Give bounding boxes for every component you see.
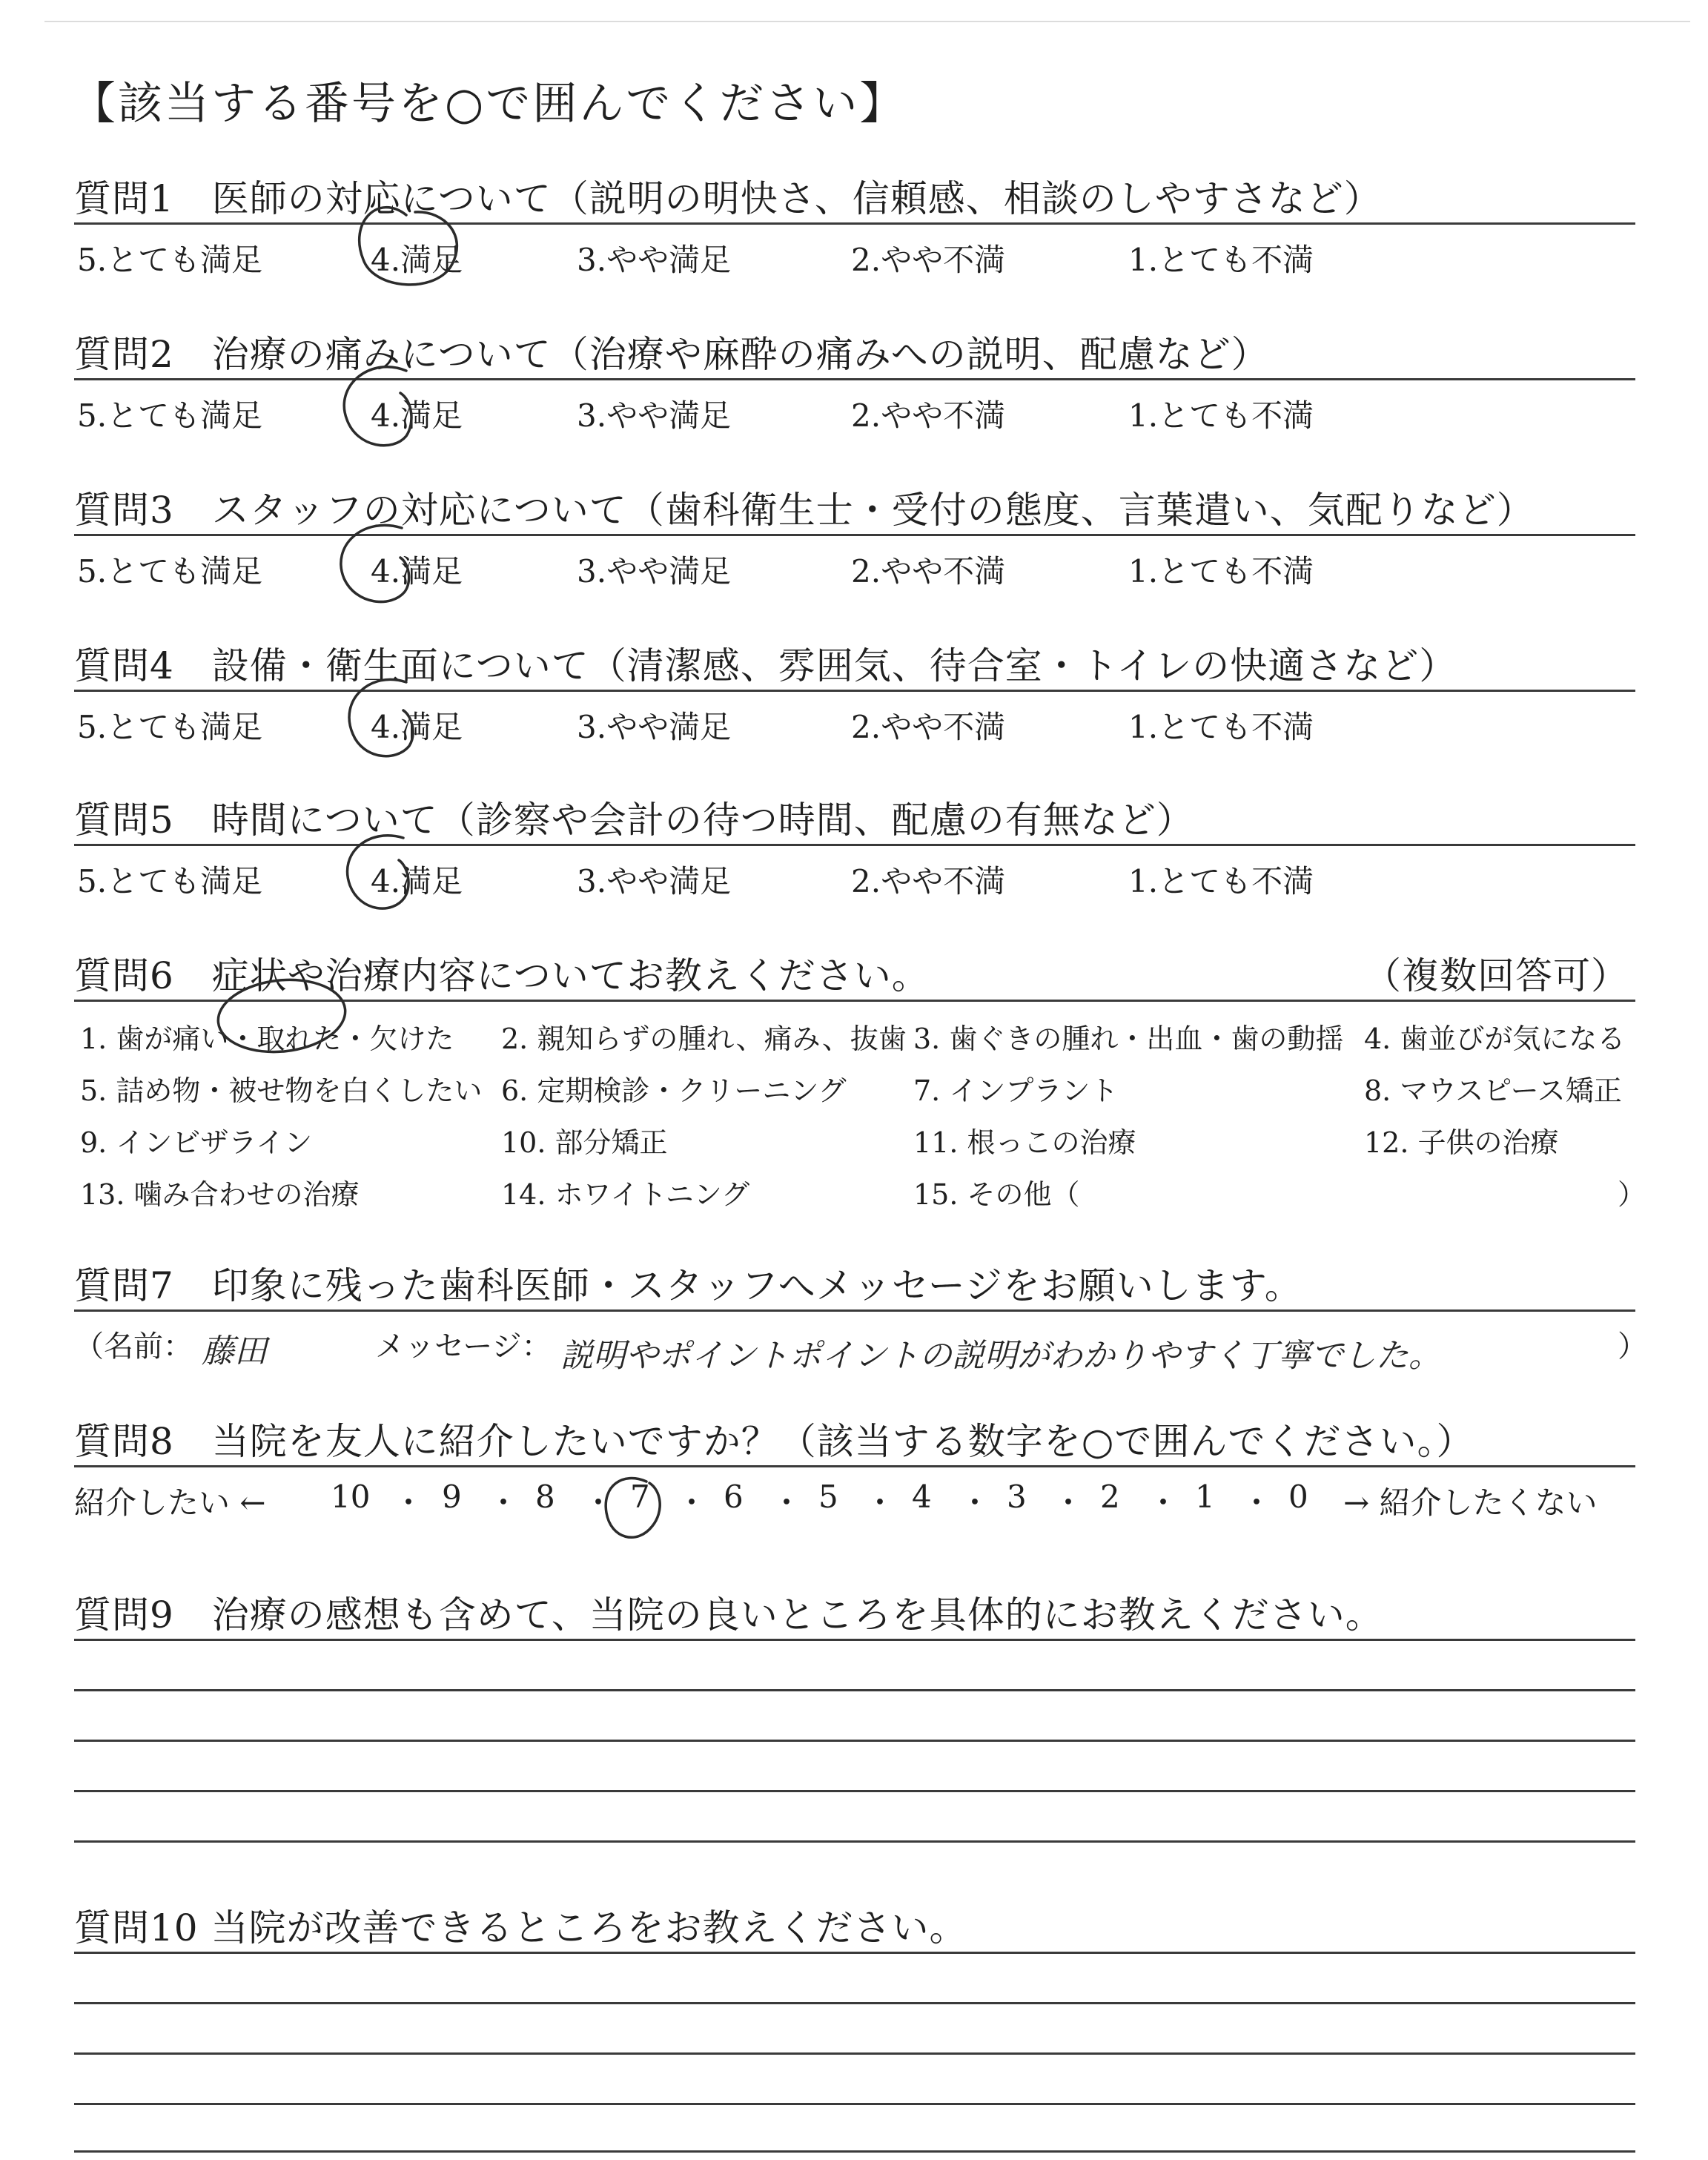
question-8-rule [74,1465,1635,1467]
scale-sep: ・ [583,1484,615,1521]
option-1[interactable]: 1.とても不満 [1128,709,1314,745]
option-5[interactable]: 5.とても満足 [77,863,263,899]
scale-sep: ・ [393,1484,425,1521]
scale-sep: ・ [1241,1484,1273,1521]
option-2[interactable]: 2.やや不満 [851,863,1006,899]
recommend-left-label: 紹介したい ← [74,1484,266,1521]
option-1[interactable]: 1.とても不満 [1128,397,1314,434]
option-5[interactable]: 5.とても満足 [77,397,263,434]
symptom-item-13[interactable]: 13. 噛み合わせの治療 [80,1178,360,1211]
scale-1[interactable]: 1 [1195,1479,1215,1515]
message-label: メッセージ： [375,1330,552,1364]
question-10-rule [74,1952,1635,1954]
scale-3[interactable]: 3 [1007,1479,1027,1515]
question-1-rule [74,222,1635,225]
symptom-item-11[interactable]: 11. 根っこの治療 [913,1126,1136,1159]
option-4[interactable]: 4.満足 [371,709,463,745]
message-value[interactable]: 説明やポイントポイントの説明がわかりやすく丁寧でした。 [560,1337,1441,1375]
option-3[interactable]: 3.やや満足 [577,553,732,589]
option-4[interactable]: 4.満足 [371,397,463,434]
answer-line[interactable] [74,2150,1635,2153]
recommend-right-label: → 紹介したくない [1343,1484,1598,1521]
message-close: ） [1618,1330,1647,1364]
question-10-title: 質問10 当院が改善できるところをお教えください。 [74,1906,967,1949]
scale-sep: ・ [771,1484,803,1521]
question-2-title: 質問2 治療の痛みについて（治療や麻酔の痛みへの説明、配慮など） [74,333,1269,376]
option-5[interactable]: 5.とても満足 [77,709,263,745]
option-4[interactable]: 4.満足 [371,863,463,899]
question-9-title: 質問9 治療の感想も含めて、当院の良いところを具体的にお教えください。 [74,1593,1383,1636]
scale-5[interactable]: 5 [818,1479,838,1515]
question-5-title: 質問5 時間について（診察や会計の待つ時間、配慮の有無など） [74,799,1194,842]
symptom-item-15[interactable]: 15. その他（ [913,1178,1080,1211]
scale-sep: ・ [1148,1484,1179,1521]
answer-line[interactable] [74,2052,1635,2055]
symptom-item-12[interactable]: 12. 子供の治療 [1364,1126,1559,1159]
question-6-note: （複数回答可） [1364,954,1629,997]
scale-sep: ・ [488,1484,520,1521]
symptom-item-14[interactable]: 14. ホワイトニング [501,1178,750,1211]
option-3[interactable]: 3.やや満足 [577,242,732,278]
scale-9[interactable]: 9 [442,1479,462,1515]
scale-4[interactable]: 4 [912,1479,932,1515]
instruction-heading: 【該当する番号を○で囲んでください】 [71,78,907,130]
scale-sep: ・ [959,1484,991,1521]
scale-sep: ・ [676,1484,708,1521]
option-1[interactable]: 1.とても不満 [1128,553,1314,589]
question-5-rule [74,844,1635,846]
symptom-item-15-close: ） [1618,1178,1646,1211]
scale-sep: ・ [1053,1484,1085,1521]
symptom-item-1[interactable]: 1. 歯が痛い・取れた・欠けた [80,1023,454,1055]
question-7-rule [74,1309,1635,1312]
option-3[interactable]: 3.やや満足 [577,397,732,434]
name-value[interactable]: 藤田 [202,1332,267,1370]
option-4[interactable]: 4.満足 [371,553,463,589]
scale-7[interactable]: 7 [630,1479,650,1515]
symptom-item-4[interactable]: 4. 歯並びが気になる [1364,1023,1626,1055]
question-8-title: 質問8 当院を友人に紹介したいですか？（該当する数字を○で囲んでください。） [74,1420,1474,1463]
symptom-item-10[interactable]: 10. 部分矯正 [501,1126,668,1159]
scale-10[interactable]: 10 [331,1479,371,1515]
question-6-rule [74,1000,1635,1002]
question-3-title: 質問3 スタッフの対応について（歯科衛生士・受付の態度、言葉遣い、気配りなど） [74,489,1535,532]
option-2[interactable]: 2.やや不満 [851,709,1006,745]
option-1[interactable]: 1.とても不満 [1128,863,1314,899]
scale-8[interactable]: 8 [535,1479,555,1515]
scale-2[interactable]: 2 [1100,1479,1120,1515]
option-5[interactable]: 5.とても満足 [77,553,263,589]
question-9-rule [74,1639,1635,1641]
scale-6[interactable]: 6 [724,1479,744,1515]
scale-0[interactable]: 0 [1288,1479,1308,1515]
option-4[interactable]: 4.満足 [371,242,463,278]
question-1-title: 質問1 医師の対応について（説明の明快さ、信頼感、相談のしやすさなど） [74,177,1382,220]
question-4-title: 質問4 設備・衛生面について（清潔感、雰囲気、待合室・トイレの快適さなど） [74,644,1457,687]
answer-line[interactable] [74,1840,1635,1843]
symptom-item-9[interactable]: 9. インビザライン [80,1126,313,1159]
option-2[interactable]: 2.やや不満 [851,397,1006,434]
symptom-item-7[interactable]: 7. インプラント [913,1074,1119,1107]
scan-edge-line [44,21,1690,22]
symptom-item-3[interactable]: 3. 歯ぐきの腫れ・出血・歯の動揺 [913,1023,1344,1055]
option-3[interactable]: 3.やや満足 [577,709,732,745]
question-7-title: 質問7 印象に残った歯科医師・スタッフへメッセージをお願いします。 [74,1264,1302,1307]
answer-line[interactable] [74,1740,1635,1742]
answer-line[interactable] [74,2103,1635,2105]
symptom-item-6[interactable]: 6. 定期検診・クリーニング [501,1074,847,1107]
symptom-item-5[interactable]: 5. 詰め物・被せ物を白くしたい [80,1074,483,1107]
option-3[interactable]: 3.やや満足 [577,863,732,899]
answer-line[interactable] [74,1689,1635,1691]
scale-sep: ・ [864,1484,896,1521]
symptom-item-8[interactable]: 8. マウスピース矯正 [1364,1074,1622,1107]
symptom-item-2[interactable]: 2. 親知らずの腫れ、痛み、抜歯 [501,1023,907,1055]
question-6-title: 質問6 症状や治療内容についてお教えください。 [74,954,930,997]
option-5[interactable]: 5.とても満足 [77,242,263,278]
answer-line[interactable] [74,2002,1635,2004]
name-label: （名前： [74,1330,193,1364]
question-2-rule [74,378,1635,380]
option-2[interactable]: 2.やや不満 [851,553,1006,589]
question-3-rule [74,534,1635,536]
answer-line[interactable] [74,1790,1635,1792]
option-2[interactable]: 2.やや不満 [851,242,1006,278]
question-4-rule [74,690,1635,692]
option-1[interactable]: 1.とても不満 [1128,242,1314,278]
